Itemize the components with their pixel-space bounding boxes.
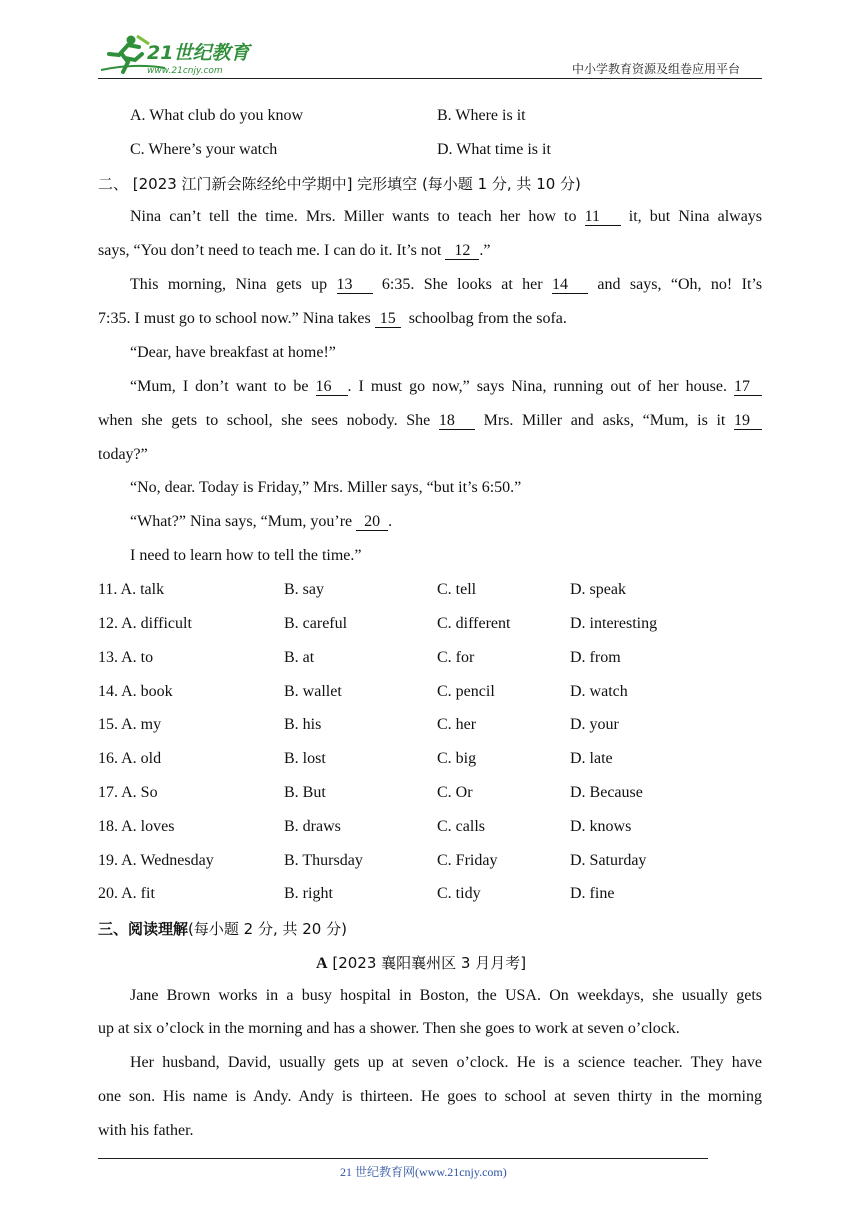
option-12-c: C. different [437,615,511,632]
passage-line-2: says, “You don’t need to teach me. I can do it. It’s not 12 .” [98,242,491,259]
svg-text:www.21cnjy.com: www.21cnjy.com [147,66,223,76]
prev-option-d: D. What time is it [437,141,551,158]
blank-17: 17 [734,378,762,396]
option-19-b: B. Thursday [284,852,363,869]
reading-line-5: with his father. [98,1122,194,1139]
option-18-c: C. calls [437,818,485,835]
platform-label: 中小学教育资源及组卷应用平台 [572,62,741,76]
option-20-d: D. fine [570,885,615,902]
option-16-d: D. late [570,750,613,767]
option-13-d: D. from [570,649,621,666]
blank-14: 14 [552,276,588,294]
option-14-a: 14. A. book [98,683,173,700]
blank-16: 16 [316,378,348,396]
option-13-c: C. for [437,649,475,666]
option-11-d: D. speak [570,581,626,598]
svg-text:21世纪教育: 21世纪教育 [147,42,250,64]
option-17-a: 17. A. So [98,784,158,801]
passage-line-7: when she gets to school, she sees nobody. She 18 Mrs. Miller and asks, “Mum, is it 19 [98,411,762,431]
option-15-a: 15. A. my [98,716,162,733]
passage-line-6: “Mum, I don’t want to be 16 . I must go now,” says Nina, running out of her house. 17 [130,377,762,397]
option-20-c: C. tidy [437,885,481,902]
option-14-b: B. wallet [284,683,342,700]
option-13-a: 13. A. to [98,649,154,666]
blank-18: 18 [439,412,475,430]
option-17-d: D. Because [570,784,643,801]
option-13-b: B. at [284,649,315,666]
option-18-a: 18. A. loves [98,818,175,835]
option-15-b: B. his [284,716,322,733]
option-20-b: B. right [284,885,333,902]
blank-11: 11 [585,208,621,226]
passage-line-10: “What?” Nina says, “Mum, you’re 20 . [130,513,393,530]
option-18-b: B. draws [284,818,341,835]
passage-a-title: A [2023 襄阳襄州区 3 月月考] [316,954,527,972]
passage-line-3: This morning, Nina gets up 13 6:35. She looks at her 14 and says, “Oh, no! It’s [130,276,763,293]
option-11-c: C. tell [437,581,477,598]
reading-line-2: up at six o’clock in the morning and has a shower. Then she goes to work at seven o’clock. [98,1020,680,1037]
option-16-c: C. big [437,750,477,767]
option-16-a: 16. A. old [98,750,162,767]
option-17-b: B. But [284,784,326,801]
reading-line-4: one son. His name is Andy. Andy is thirteen. He goes to school at seven thirty in the morning [98,1088,762,1105]
footer-text: 21 世纪教育网(www.21cnjy.com) [340,1165,507,1179]
option-15-d: D. your [570,716,619,733]
section-2-heading: 二、 [2023 江门新会陈经纶中学期中] 完形填空 (每小题 1 分, 共 10 分) [98,175,581,193]
blank-15: 15 [375,310,401,328]
option-12-d: D. interesting [570,615,658,632]
option-19-c: C. Friday [437,852,498,869]
option-11-b: B. say [284,581,324,598]
reading-line-1: Jane Brown works in a busy hospital in Boston, the USA. On weekdays, she usually gets [130,987,762,1004]
passage-line-4: 7:35. I must go to school now.” Nina takes 15 schoolbag from the sofa. [98,310,567,327]
option-14-c: C. pencil [437,683,495,700]
option-12-b: B. careful [284,615,348,632]
option-16-b: B. lost [284,750,326,767]
passage-line-9: “No, dear. Today is Friday,” Mrs. Miller says, “but it’s 6:50.” [130,479,522,496]
header-divider [98,78,762,79]
option-15-c: C. her [437,716,477,733]
blank-13: 13 [337,276,373,294]
section-3-heading: 三、阅读理解(每小题 2 分, 共 20 分) [98,920,347,938]
prev-option-c: C. Where’s your watch [130,141,278,158]
option-20-a: 20. A. fit [98,885,155,902]
footer-divider [98,1158,708,1159]
option-19-d: D. Saturday [570,852,647,869]
blank-20: 20 [356,513,388,531]
reading-line-3: Her husband, David, usually gets up at seven o’clock. He is a science teacher. They have [130,1054,762,1071]
passage-line-5: “Dear, have breakfast at home!” [130,344,336,361]
option-19-a: 19. A. Wednesday [98,852,214,869]
prev-option-a: A. What club do you know [130,107,304,124]
option-12-a: 12. A. difficult [98,615,192,632]
blank-12: 12 [445,242,479,260]
option-18-d: D. knows [570,818,632,835]
option-17-c: C. Or [437,784,473,801]
runner-logo-icon [95,30,260,78]
option-11-a: 11. A. talk [98,581,165,598]
site-logo [95,30,260,78]
passage-line-1: Nina can’t tell the time. Mrs. Miller wants to teach her how to 11 it, but Nina always [130,208,763,225]
prev-option-b: B. Where is it [437,107,526,124]
option-14-d: D. watch [570,683,628,700]
blank-19: 19 [734,412,762,430]
passage-line-8: today?” [98,446,148,463]
passage-line-11: I need to learn how to tell the time.” [130,547,362,564]
